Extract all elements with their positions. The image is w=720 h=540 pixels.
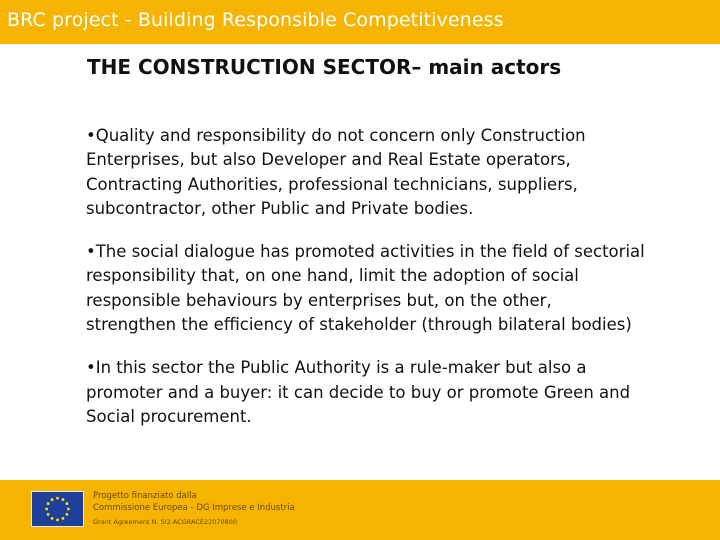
slide-title: THE CONSTRUCTION SECTOR– main actors [87, 55, 562, 79]
eu-star [67, 508, 70, 511]
eu-star [62, 517, 65, 520]
bullet-item: •In this sector the Public Authority is a rule-maker but also a promoter and a buyer: it can decide to buy or promote Green and Social procurement. [86, 358, 631, 426]
eu-star [56, 518, 59, 521]
eu-star [65, 513, 68, 516]
slide-content [86, 124, 646, 429]
eu-star [51, 498, 54, 501]
eu-star [62, 498, 65, 501]
funding-text [93, 490, 295, 528]
eu-star [45, 508, 48, 511]
bullet-item: •The social dialogue has promoted activities in the field of sectorial responsibility that, on one hand, limit the adoption of social responsible behaviours by enterprises but, on the other, strengthen the efficiency of stakeholder (through bilateral bodies) [86, 242, 645, 335]
bullet-item: •Quality and responsibility do not concern only Construction Enterprises, but also Developer and Real Estate operators, Contracting Authorities, professional technicians, suppliers, subcontractor, other Public and Private bodies. [86, 126, 586, 218]
eu-star [56, 497, 59, 500]
eu-star [51, 517, 54, 520]
grant-agreement-line: Grant Agreement N. SI2.ACGRACE22070800 [93, 518, 238, 526]
header-bar [0, 0, 720, 44]
eu-flag-graphic [32, 492, 83, 526]
eu-star [47, 502, 50, 505]
header-title: BRC project - Building Responsible Competitiveness [7, 9, 504, 31]
eu-star [47, 513, 50, 516]
eu-flag-icon [31, 491, 84, 527]
funding-line: Progetto finanziato dalla [93, 491, 197, 501]
eu-star [65, 502, 68, 505]
funding-line: Commissione Europea - DG Imprese e Industria [93, 503, 295, 513]
